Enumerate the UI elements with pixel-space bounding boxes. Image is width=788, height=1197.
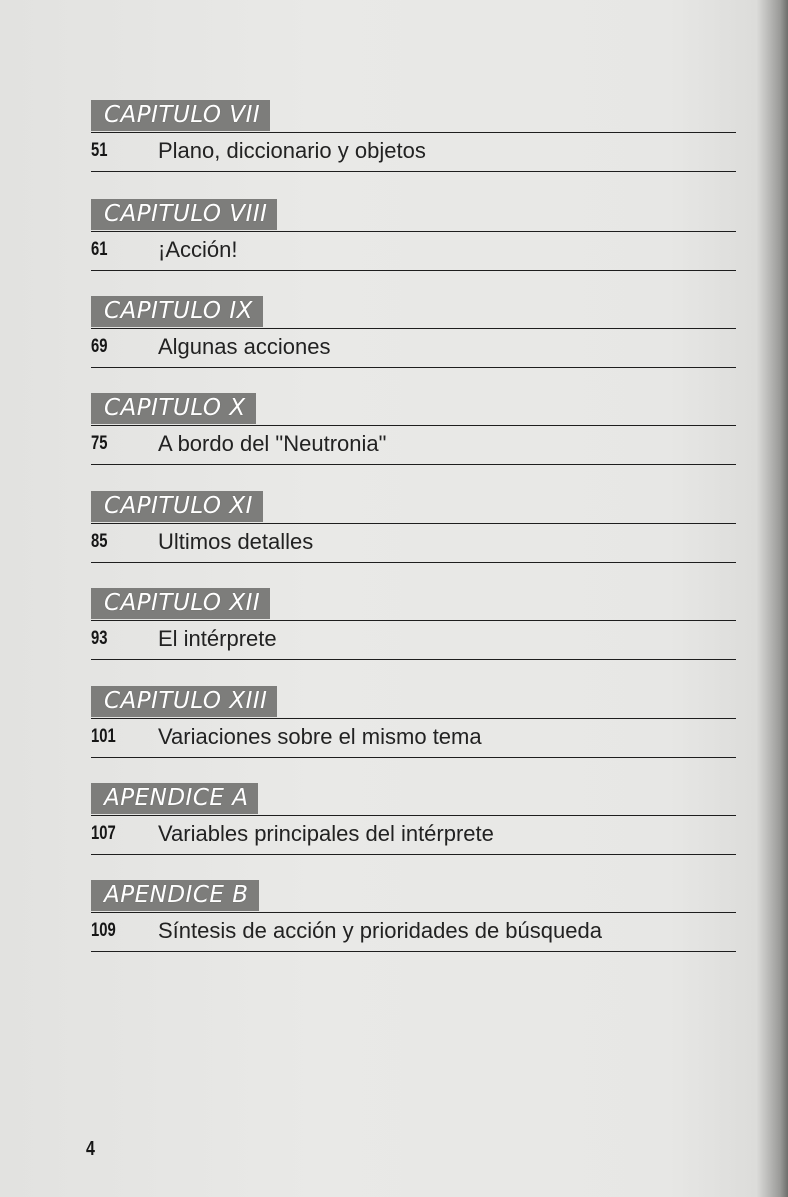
- page-number: 107: [91, 823, 116, 844]
- divider-line: [91, 132, 736, 133]
- divider-line: [91, 854, 736, 855]
- chapter-heading: CAPITULO IX: [91, 296, 263, 327]
- divider-line: [91, 523, 736, 524]
- chapter-title: ¡Acción!: [158, 237, 238, 262]
- appendix-title: Síntesis de acción y prioridades de búsqueda: [158, 918, 602, 943]
- toc-entry: [91, 686, 736, 776]
- appendix-heading: APENDICE B: [91, 880, 259, 911]
- chapter-title: Algunas acciones: [158, 334, 331, 359]
- divider-line: [91, 231, 736, 232]
- toc-entry: [91, 783, 736, 873]
- chapter-heading: CAPITULO VII: [91, 100, 270, 131]
- toc-entry: [91, 491, 736, 581]
- page-number: 51: [91, 140, 108, 161]
- page-number: 75: [91, 433, 108, 454]
- page-number: 101: [91, 726, 116, 747]
- chapter-title: Variaciones sobre el mismo tema: [158, 724, 482, 749]
- toc-entry: [91, 588, 736, 678]
- divider-line: [91, 912, 736, 913]
- divider-line: [91, 659, 736, 660]
- divider-line: [91, 757, 736, 758]
- divider-line: [91, 464, 736, 465]
- page-number: 109: [91, 920, 116, 941]
- divider-line: [91, 718, 736, 719]
- chapter-heading: CAPITULO VIII: [91, 199, 277, 230]
- appendix-heading: APENDICE A: [91, 783, 258, 814]
- toc-entry: [91, 393, 736, 483]
- folio-page-number: 4: [86, 1138, 95, 1160]
- chapter-heading: CAPITULO XIII: [91, 686, 277, 717]
- divider-line: [91, 328, 736, 329]
- chapter-title: Ultimos detalles: [158, 529, 314, 554]
- page-number: 93: [91, 628, 108, 649]
- chapter-title: Plano, diccionario y objetos: [158, 138, 426, 163]
- divider-line: [91, 620, 736, 621]
- divider-line: [91, 171, 736, 172]
- chapter-heading: CAPITULO XII: [91, 588, 270, 619]
- toc-entry: [91, 296, 736, 386]
- chapter-title: El intérprete: [158, 626, 277, 651]
- toc-entry: [91, 880, 736, 970]
- divider-line: [91, 562, 736, 563]
- page-number: 85: [91, 531, 108, 552]
- chapter-title: A bordo del "Neutronia": [158, 431, 387, 456]
- divider-line: [91, 270, 736, 271]
- page-number: 69: [91, 336, 108, 357]
- page-number: 61: [91, 239, 108, 260]
- divider-line: [91, 367, 736, 368]
- toc-entry: [91, 199, 736, 289]
- divider-line: [91, 951, 736, 952]
- divider-line: [91, 815, 736, 816]
- divider-line: [91, 425, 736, 426]
- appendix-title: Variables principales del intérprete: [158, 821, 494, 846]
- toc-entry: [91, 100, 736, 190]
- chapter-heading: CAPITULO X: [91, 393, 256, 424]
- chapter-heading: CAPITULO XI: [91, 491, 263, 522]
